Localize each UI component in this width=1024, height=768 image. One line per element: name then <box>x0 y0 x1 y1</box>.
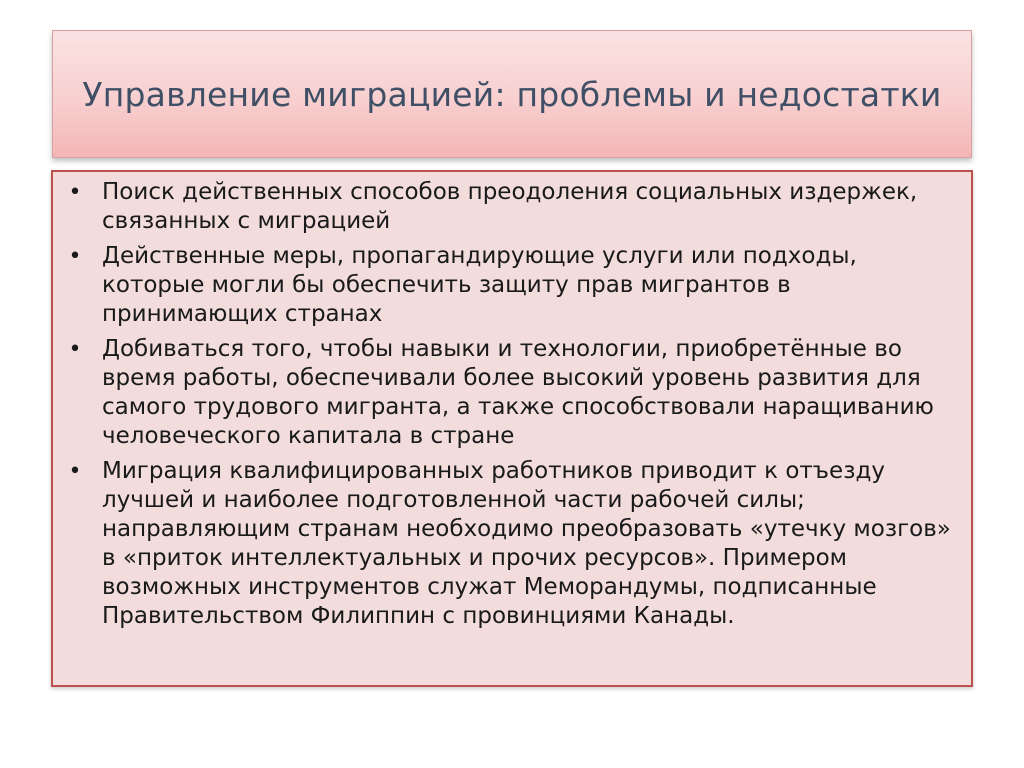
bullet-text: Добиваться того, чтобы навыки и технологии, приобретённые во время работы, обеспечивали более высокий уровень развития для самого трудового мигранта, а также способствовали наращиванию человеческого капитала в стране <box>102 336 934 449</box>
bullet-item <box>61 242 957 329</box>
bullet-dot-icon: • <box>68 180 82 205</box>
bullet-text: Поиск действенных способов преодоления социальных издержек, связанных с миграцией <box>102 179 918 234</box>
title-box <box>52 30 972 158</box>
bullet-dot-icon: • <box>68 244 82 269</box>
bullet-item <box>61 335 957 451</box>
bullet-list <box>61 178 957 631</box>
bullet-item <box>61 178 957 236</box>
bullet-dot-icon: • <box>68 459 82 484</box>
bullet-dot-icon: • <box>68 337 82 362</box>
bullet-text: Действенные меры, пропагандирующие услуги или подходы, которые могли бы обеспечить защиту прав мигрантов в принимающих странах <box>102 243 857 327</box>
bullet-item <box>61 457 957 631</box>
slide-title: Управление миграцией: проблемы и недостатки <box>82 74 942 114</box>
bullet-text: Миграция квалифицированных работников приводит к отъезду лучшей и наиболее подготовленной части рабочей силы; направляющим странам необходимо преобразовать «утечку мозгов» в «приток интеллектуальных и прочих ресурсов». Примером возможных инструментов служат Меморандумы, подписанные Правительством Филиппин с провинциями Канады. <box>102 458 951 629</box>
content-box <box>51 170 973 687</box>
